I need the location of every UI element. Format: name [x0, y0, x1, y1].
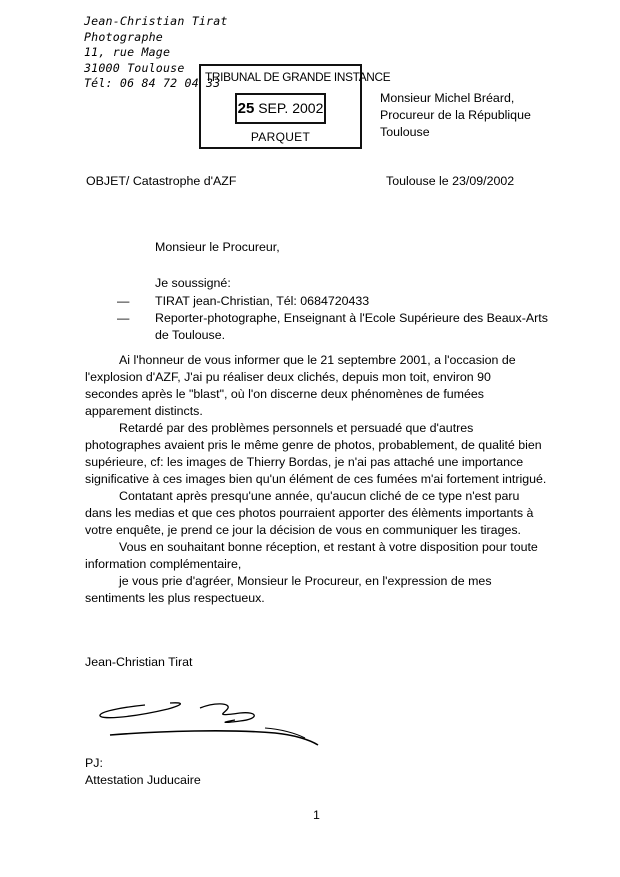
sender-phone: Tél: 06 84 72 04 33: [84, 76, 221, 90]
object-line: OBJET/ Catastrophe d'AZF: [86, 174, 237, 188]
paragraph: Retardé par des problèmes personnels et persuadé que d'autres photographes avaient pris le même genre de photos, probablement, de qualité bien supérieure, cf: les images de Thierry Bordas, je n'ai pas attaché une importance significative à ces images bien qu'un élément de ces fumées m'ai fortement intrigué.: [85, 421, 547, 486]
paragraph: Vous en souhaitant bonne réception, et restant à votre disposition pour toute information complémentaire,: [85, 540, 538, 571]
stamp-day: 25: [237, 100, 255, 117]
sender-name: Jean-Christian Tirat: [84, 14, 228, 28]
intro-line: Je soussigné:: [155, 276, 231, 290]
recipient-city: Toulouse: [380, 125, 430, 139]
dash-bullet: —: [117, 294, 130, 308]
recipient-name: Monsieur Michel Bréard,: [380, 91, 515, 105]
pj-item: Attestation Juducaire: [85, 773, 201, 787]
sender-street: 11, rue Mage: [84, 45, 171, 59]
place-date: Toulouse le 23/09/2002: [386, 174, 515, 188]
handwritten-signature: [90, 693, 330, 753]
recipient-title: Procureur de la République: [380, 108, 531, 122]
stamp-footer: PARQUET: [250, 130, 311, 144]
list-item-text: Reporter-photographe, Enseignant à l'Ecole Supérieure des Beaux-Arts de Toulouse.: [155, 311, 548, 342]
recipient-address: [380, 90, 531, 141]
paragraph: je vous prie d'agréer, Monsieur le Procureur, en l'expression de mes sentiments les plus respectueux.: [85, 574, 492, 605]
list-item-text: TIRAT jean-Christian, Tél: 0684720433: [155, 294, 370, 308]
paragraph: Ai l'honneur de vous informer que le 21 septembre 2001, a l'occasion de l'explosion d'AZF, J'ai pu réaliser deux clichés, depuis mon toit, environ 90 secondes après le "blast", où l'on discerne deux phénomènes de fumées apparement distincts.: [85, 353, 516, 418]
page-number: 1: [313, 808, 320, 822]
salutation: Monsieur le Procureur,: [155, 240, 280, 254]
signer-name: Jean-Christian Tirat: [85, 655, 193, 669]
dash-bullet: —: [117, 311, 130, 325]
sender-city: 31000 Toulouse: [84, 60, 185, 75]
attachments: [85, 755, 201, 789]
sender-profession: Photographe: [84, 29, 163, 44]
court-stamp: [199, 64, 391, 149]
stamp-title: TRIBUNAL DE GRANDE INSTANCE: [205, 70, 391, 84]
stamp-date-box: [235, 93, 326, 124]
paragraph: Contatant après presqu'une année, qu'aucun cliché de ce type n'est paru dans les medias et que ces photos pourraient apporter des élèments importants à votre enquête, je prend ce jour la décision de vous en communiquer les tirages.: [85, 489, 534, 537]
letter-body: [85, 352, 547, 607]
stamp-month-year: SEP. 2002: [258, 100, 324, 116]
pj-label: PJ:: [85, 756, 103, 770]
